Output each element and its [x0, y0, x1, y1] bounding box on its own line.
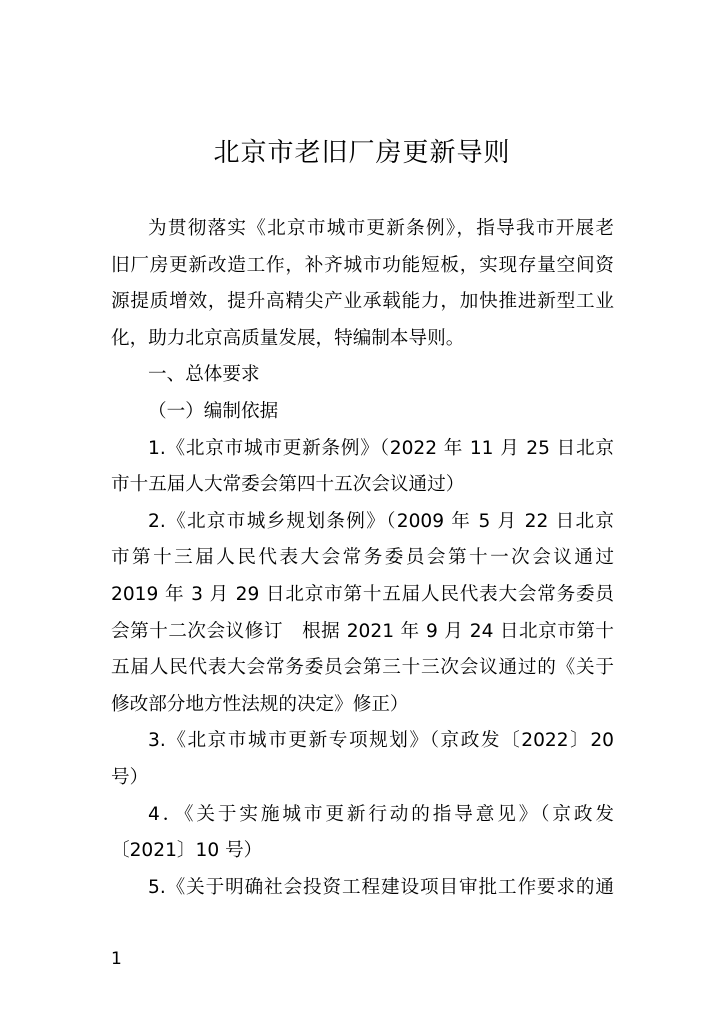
- paragraph-line: 〔2021〕10 号）: [111, 840, 263, 862]
- paragraph-line: 4．《关于实施城市更新行动的指导意见》（京政发: [148, 803, 614, 825]
- paragraph-line: 一、总体要求: [148, 364, 260, 386]
- paragraph-line: 为贯彻落实《北京市城市更新条例》，指导我市开展老: [148, 218, 614, 239]
- document-body: [111, 211, 614, 906]
- paragraph-line: 修改部分地方性法规的决定》修正）: [111, 693, 409, 715]
- page-number: 1: [111, 949, 122, 969]
- paragraph-line: 3.《北京市城市更新专项规划》（京政发〔2022〕20: [148, 730, 614, 752]
- paragraph-line: 源提质增效，提升高精尖产业承载能力，加快推进新型工业: [111, 291, 614, 313]
- paragraph-line: 市第十三届人民代表大会常务委员会第十一次会议通过: [111, 547, 614, 569]
- paragraph-line: （一）编制依据: [148, 400, 279, 422]
- paragraph-line: 5.《关于明确社会投资工程建设项目审批工作要求的通: [148, 876, 614, 898]
- paragraph-line: 旧厂房更新改造工作，补齐城市功能短板，实现存量空间资: [111, 254, 614, 276]
- paragraph-line: 会第十二次会议修订 根据 2021 年 9 月 24 日北京市第十: [111, 620, 614, 642]
- paragraph-line: 市十五届人大常委会第四十五次会议通过）: [111, 474, 465, 496]
- paragraph-line: 2.《北京市城乡规划条例》（2009 年 5 月 22 日北京: [148, 510, 614, 532]
- paragraph-line: 五届人民代表大会常务委员会第三十三次会议通过的《关于: [111, 657, 614, 679]
- paragraph-line: 1.《北京市城市更新条例》（2022 年 11 月 25 日北京: [148, 437, 614, 459]
- paragraph-line: 号）: [111, 766, 149, 788]
- document-title: 北京市老旧厂房更新导则: [213, 138, 511, 168]
- paragraph-line: 化，助力北京高质量发展，特编制本导则。: [111, 327, 465, 349]
- paragraph-line: 2019 年 3 月 29 日北京市第十五届人民代表大会常务委员: [111, 583, 614, 605]
